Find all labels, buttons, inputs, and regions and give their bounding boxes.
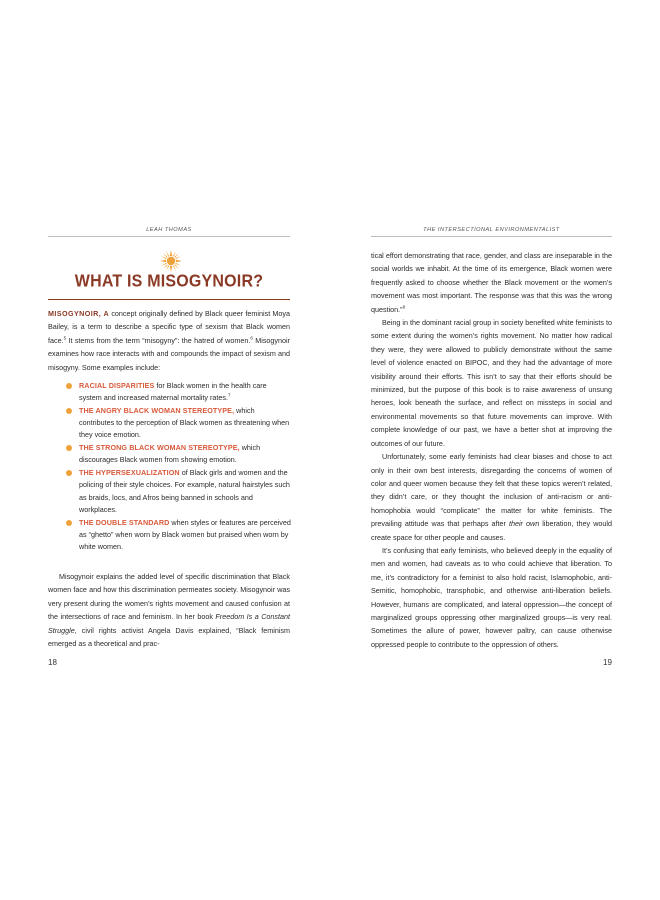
closing-paragraph	[48, 570, 290, 650]
left-header-rule	[48, 236, 290, 237]
intro-text-3: Misogynoir examines how race interacts with and compounds the impact of sexism and misogyny. Some examples include:	[48, 335, 290, 372]
list-item	[66, 405, 291, 442]
closing-text-1: Misogynoir explains the added level of specific discrimination that Black women face and how this discrimination permeates society. Misogynoir was very present during the women’s rights movement and caused confusion at the intersections of race and feminism. In her book	[48, 572, 290, 622]
bullet-dot-icon	[66, 383, 72, 389]
footnote-ref-6: 6	[250, 335, 253, 341]
right-running-head: THE INTERSECTIONAL ENVIRONMENTALIST	[423, 227, 560, 233]
bullet-term: THE DOUBLE STANDARD	[79, 517, 170, 527]
paragraph-1	[371, 249, 612, 316]
list-item	[66, 442, 291, 466]
paragraph-2: Being in the dominant racial group in society benefited white feminists to some extent during the women’s rights movement. No matter how radical they were, they were allowed to publicly demonstrate without the same level of violence enacted on BIPOC, and they had the advantage of more visibility around their efforts. This isn’t to say that their efforts should be minimized, but the purpose of this book is to raise awareness of unsung heroes, look beneath the surface, and reflect on missteps in social and environmental movements so that future movements can improve. With complete knowledge of our past, we have a better shot at improving the outcomes of our future.	[371, 318, 612, 448]
bullet-dot-icon	[66, 408, 72, 414]
right-text-column	[371, 249, 612, 651]
bullet-dot-icon	[66, 520, 72, 526]
bullet-text: which discourages Black women from showing emotion.	[79, 443, 261, 465]
bullet-text: for Black women in the health care system and increased maternal mortality rates.	[79, 381, 267, 403]
intro-text-1: concept originally defined by Black queer feminist Moya Bailey, is a term to describe a specific type of sexism that Black women face.	[48, 309, 291, 345]
paragraph-3-italic: their own	[508, 519, 540, 529]
bullet-dot-icon	[66, 470, 72, 476]
paragraph-3	[371, 450, 612, 544]
footnote-ref-5: 5	[63, 335, 67, 341]
heading-underline	[48, 299, 290, 300]
intro-lead: MISOGYNOIR, A	[48, 309, 110, 318]
list-item	[66, 467, 291, 516]
paragraph-3-text-1: Unfortunately, some early feminists had clear biases and chose to act only in their own best interests, disregarding the concerns of women of color and queer women because they felt that these topics weren’t related, they didn’t care, or they thought the inclusion of anti-racism or anti-homophobia would “complicate” the matter for white feminists. The prevailing attitude was that perhaps after	[371, 452, 612, 529]
bullet-dot-icon	[66, 445, 72, 451]
footnote-ref-7: 7	[228, 392, 231, 398]
paragraph-4: It’s confusing that early feminists, who believed deeply in the equality of men and women, had caveats as to who could achieve that liberation. To me, it’s contradictory for a feminist to also hold racist, Islamophobic, anti-Semitic, homophobic, transphobic, and otherwise anti-liberation beliefs. However, humans are complicated, and lateral oppression—the concept of marginalized groups oppressing other marginalized groups—is very real. Sometimes the allure of power, however paltry, can cause otherwise oppressed people to contribute to the oppression of others.	[371, 545, 612, 649]
bullet-text: when styles or features are perceived as “ghetto” when worn by Black women but praised when worn by white women.	[79, 517, 291, 552]
list-item	[66, 380, 291, 404]
section-heading: WHAT IS MISOGYNOIR?	[74, 272, 264, 291]
bullet-term: RACIAL DISPARITIES	[79, 381, 155, 390]
right-header-rule	[371, 236, 612, 237]
bullet-term: THE ANGRY BLACK WOMAN STEREOTYPE,	[79, 406, 235, 415]
bullet-term: THE HYPERSEXUALIZATION	[79, 468, 180, 478]
bullet-text: which contributes to the perception of Black women as threatening when they voice emotion.	[79, 406, 290, 440]
left-running-head: LEAH THOMAS	[146, 227, 192, 233]
closing-text-2: civil rights activist Angela Davis explained, “Black feminism emerged as a theoretical and prac-	[48, 625, 290, 649]
bullet-text: of Black girls and women and the policing of their style choices. For example, natural hairstyles such as braids, locs, and Afros being banned in schools and workplaces.	[79, 468, 290, 514]
paragraph-1-text: tical effort demonstrating that race, gender, and class are inseparable in the social worlds we inhabit. At the time of its emergence, Black women were frequently asked to choose whether the Black movement or the women’s movement was most important. The response was that this was the wrong question.”	[371, 251, 612, 314]
intro-paragraph	[48, 307, 290, 374]
book-title: Freedom Is a Constant Struggle,	[48, 612, 291, 635]
page-number-right: 19	[603, 658, 612, 667]
intro-text-2: It stems from the term “misogyny”: the hatred of women.	[66, 335, 251, 345]
bullet-term: THE STRONG BLACK WOMAN STEREOTYPE,	[79, 443, 240, 453]
page-number-left: 18	[48, 658, 57, 667]
sun-icon	[160, 250, 182, 272]
list-item	[66, 517, 291, 554]
examples-list	[66, 380, 291, 554]
paragraph-3-text-2: liberation, they would create space for other people and causes.	[371, 519, 612, 542]
footnote-ref-8: 8	[402, 304, 406, 310]
